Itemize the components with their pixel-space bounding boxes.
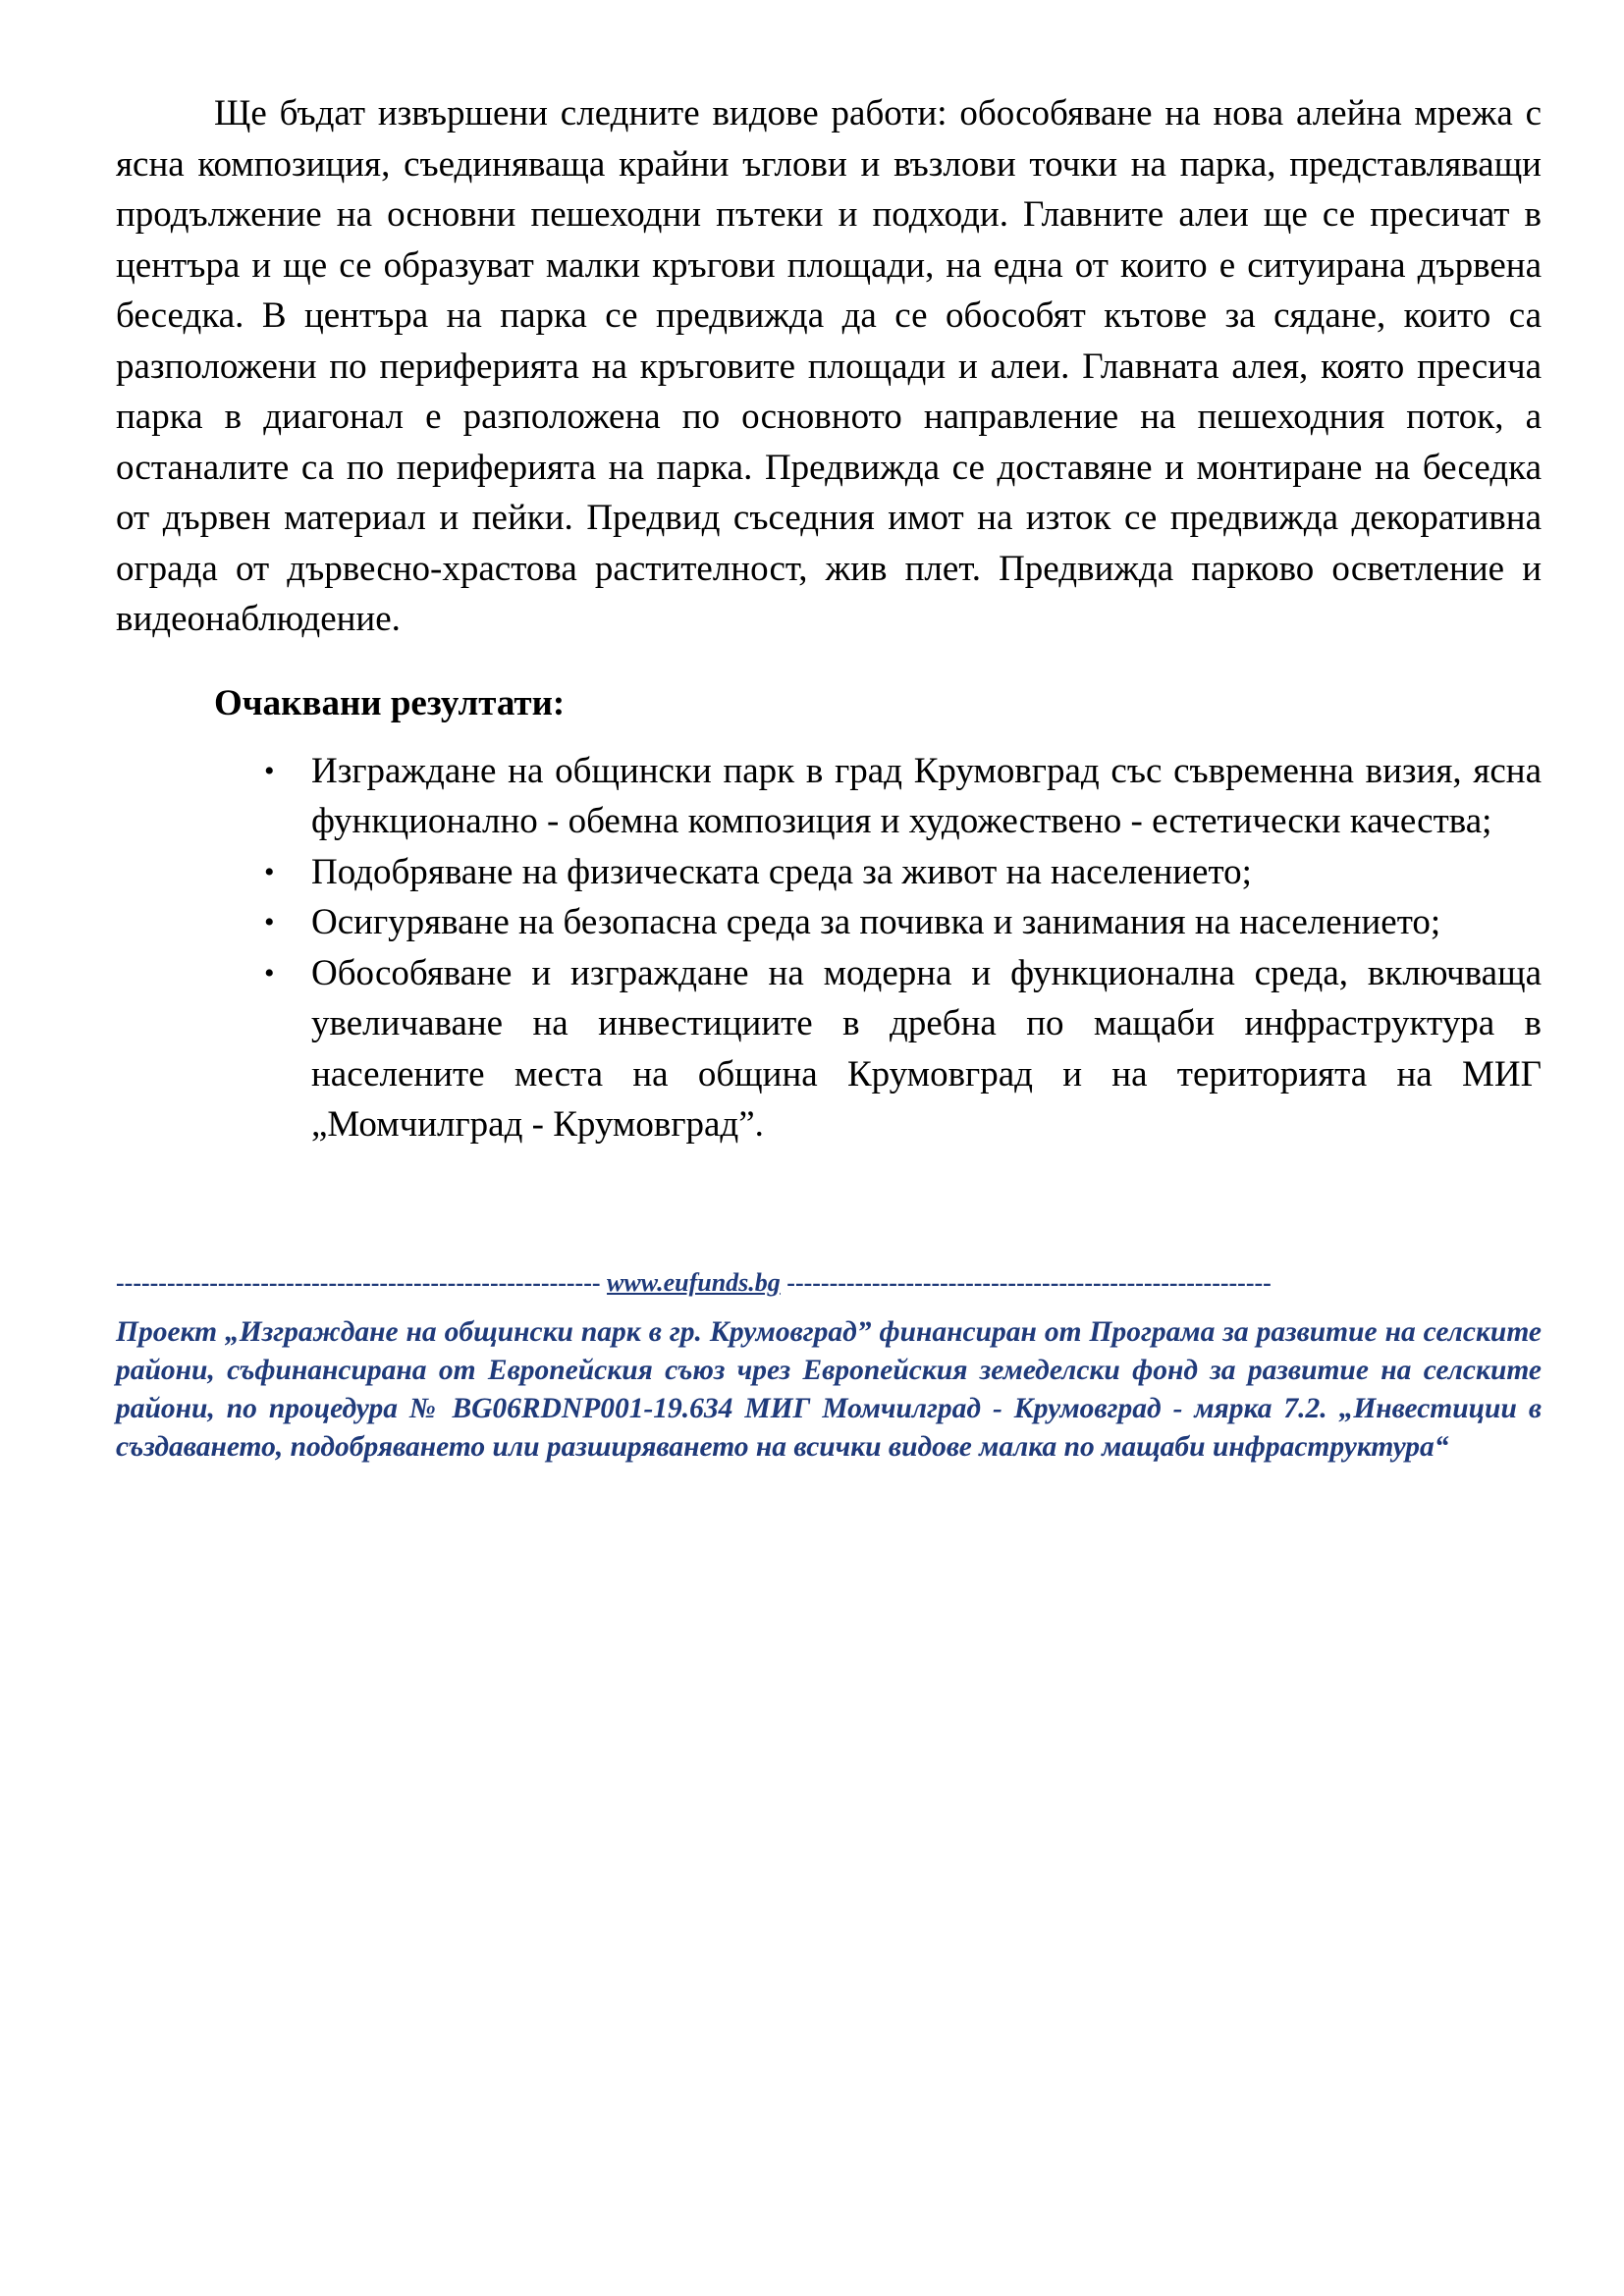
list-item-text: Обособяване и изграждане на модерна и функционална среда, включваща увеличаване на инвестициите в дребна по мащаби инфраструктура в населените места на община Крумовград и на територията на МИГ „Момчилград - Крумовград”. xyxy=(311,952,1542,1145)
list-item-text: Осигуряване на безопасна среда за почивка и занимания на населението; xyxy=(311,902,1441,942)
list-item-text: Изграждане на общински парк в град Крумовград със съвременна визия, ясна функционално - обемна композиция и художествено - естетически качества; xyxy=(311,750,1542,841)
eufunds-link[interactable]: www.eufunds.bg xyxy=(607,1267,781,1297)
document-page xyxy=(116,88,1542,1467)
bullet-icon: • xyxy=(264,906,275,938)
list-item xyxy=(116,847,1542,898)
list-item xyxy=(116,948,1542,1150)
footer-dashes-left: --------------------------------------------------------- xyxy=(116,1267,601,1297)
project-funding-note: Проект „Изграждане на общински парк в гр. Крумовград” финансиран от Програма за развитие на селските райони, съфинансирана от Европейския съюз чрез Европейския земеделски фонд за развитие на селските райони, по процедура № BG06RDNP001-19.634 МИГ Момчилград - Крумовград - мярка 7.2. „Инвестиции в създаването, подобряването или разширяването на всички видове малка по мащаби инфраструктура“ xyxy=(116,1315,1542,1463)
results-heading: Очаквани резултати: xyxy=(214,682,566,723)
results-list xyxy=(116,746,1542,1150)
bullet-icon: • xyxy=(264,956,275,989)
bullet-icon: • xyxy=(264,754,275,787)
list-item-text: Подобряване на физическата среда за живот на населението; xyxy=(311,851,1252,892)
bullet-icon: • xyxy=(264,855,275,888)
footer-dashes-right: --------------------------------------------------------- xyxy=(786,1267,1272,1297)
list-item xyxy=(116,897,1542,948)
intro-paragraph: Ще бъдат извършени следните видове работи: обособяване на нова алейна мрежа с ясна композиция, съединяваща крайни ъглови и възлови точки на парка, представляващи продължение на основни пешеходни пътеки и подходи. Главните алеи ще се пресичат в центъра и ще се образуват малки кръгови площади, на една от които е ситуирана дървена беседка. В центъра на парка се предвижда да се обособят кътове за сядане, които са разположени по периферията на кръговите площади и алеи. Главната алея, която пресича парка в диагонал е разположена по основното направление на пешеходния поток, а останалите са по периферията на парка. Предвижда се доставяне и монтиране на беседка от дървен материал и пейки. Предвид съседния имот на изток се предвижда декоративна ограда от дървесно-храстова растителност, жив плет. Предвижда парково осветление и видеонаблюдение. xyxy=(116,93,1542,639)
list-item xyxy=(116,746,1542,847)
footer-separator xyxy=(116,1266,1542,1300)
